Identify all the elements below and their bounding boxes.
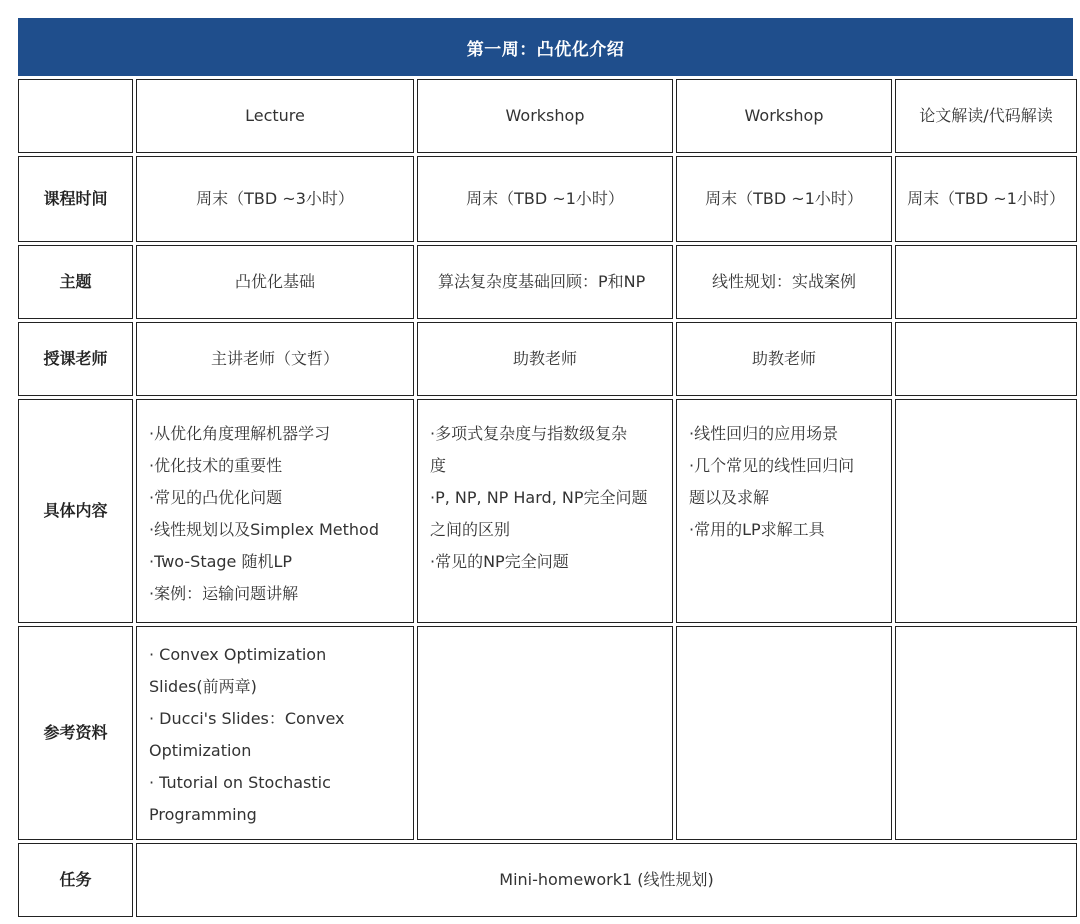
time-lecture: 周末（TBD ~3小时）	[136, 156, 414, 242]
topic-workshop-2: 线性规划：实战案例	[676, 245, 892, 319]
reference-workshop-2	[676, 626, 892, 840]
reference-lecture	[136, 626, 414, 840]
list-item: Programming	[149, 805, 257, 824]
list-item: Slides(前两章)	[149, 677, 257, 696]
reference-paper-code	[895, 626, 1077, 840]
list-item: ·Two-Stage 随机LP	[149, 552, 293, 571]
content-paper-code	[895, 399, 1077, 623]
teacher-paper-code	[895, 322, 1077, 396]
list-item: · Tutorial on Stochastic	[149, 773, 331, 792]
list-item: 度	[430, 456, 447, 475]
list-item: ·案例：运输问题讲解	[149, 584, 299, 603]
row-label-content: 具体内容	[18, 399, 133, 623]
row-label-teacher: 授课老师	[18, 322, 133, 396]
row-label-topic: 主题	[18, 245, 133, 319]
row-label-task: 任务	[18, 843, 133, 917]
header-corner-cell	[18, 79, 133, 153]
list-item: ·线性回归的应用场景	[689, 424, 839, 443]
content-workshop-1	[417, 399, 673, 623]
list-item: 题以及求解	[689, 488, 770, 507]
teacher-lecture: 主讲老师（文哲）	[136, 322, 414, 396]
header-lecture: Lecture	[136, 79, 414, 153]
reference-workshop-1	[417, 626, 673, 840]
time-workshop-2: 周末（TBD ~1小时）	[676, 156, 892, 242]
topic-lecture: 凸优化基础	[136, 245, 414, 319]
list-item: ·常见的凸优化问题	[149, 488, 283, 507]
list-item: 之间的区别	[430, 520, 511, 539]
time-paper-code: 周末（TBD ~1小时）	[895, 156, 1077, 242]
teacher-workshop-2: 助教老师	[676, 322, 892, 396]
list-item: ·从优化角度理解机器学习	[149, 424, 331, 443]
task-value: Mini-homework1 (线性规划)	[136, 843, 1077, 917]
list-item: ·几个常见的线性回归问	[689, 456, 855, 475]
list-item: · Convex Optimization	[149, 645, 327, 664]
topic-paper-code	[895, 245, 1077, 319]
list-item: ·常见的NP完全问题	[430, 552, 569, 571]
teacher-workshop-1: 助教老师	[417, 322, 673, 396]
time-workshop-1: 周末（TBD ~1小时）	[417, 156, 673, 242]
header-paper-code: 论文解读/代码解读	[895, 79, 1077, 153]
list-item: ·多项式复杂度与指数级复杂	[430, 424, 628, 443]
header-workshop-1: Workshop	[417, 79, 673, 153]
header-workshop-2: Workshop	[676, 79, 892, 153]
row-label-time: 课程时间	[18, 156, 133, 242]
list-item: ·优化技术的重要性	[149, 456, 283, 475]
content-workshop-2	[676, 399, 892, 623]
list-item: ·线性规划以及Simplex Method	[149, 520, 380, 539]
row-label-reference: 参考资料	[18, 626, 133, 840]
course-table	[18, 18, 1073, 917]
list-item: · Ducci's Slides：Convex	[149, 709, 345, 728]
list-item: ·常用的LP求解工具	[689, 520, 825, 539]
schedule-grid	[18, 79, 1073, 917]
content-lecture	[136, 399, 414, 623]
list-item: ·P, NP, NP Hard, NP完全问题	[430, 488, 648, 507]
list-item: Optimization	[149, 741, 252, 760]
topic-workshop-1: 算法复杂度基础回顾：P和NP	[417, 245, 673, 319]
table-title: 第一周：凸优化介绍	[18, 18, 1073, 76]
